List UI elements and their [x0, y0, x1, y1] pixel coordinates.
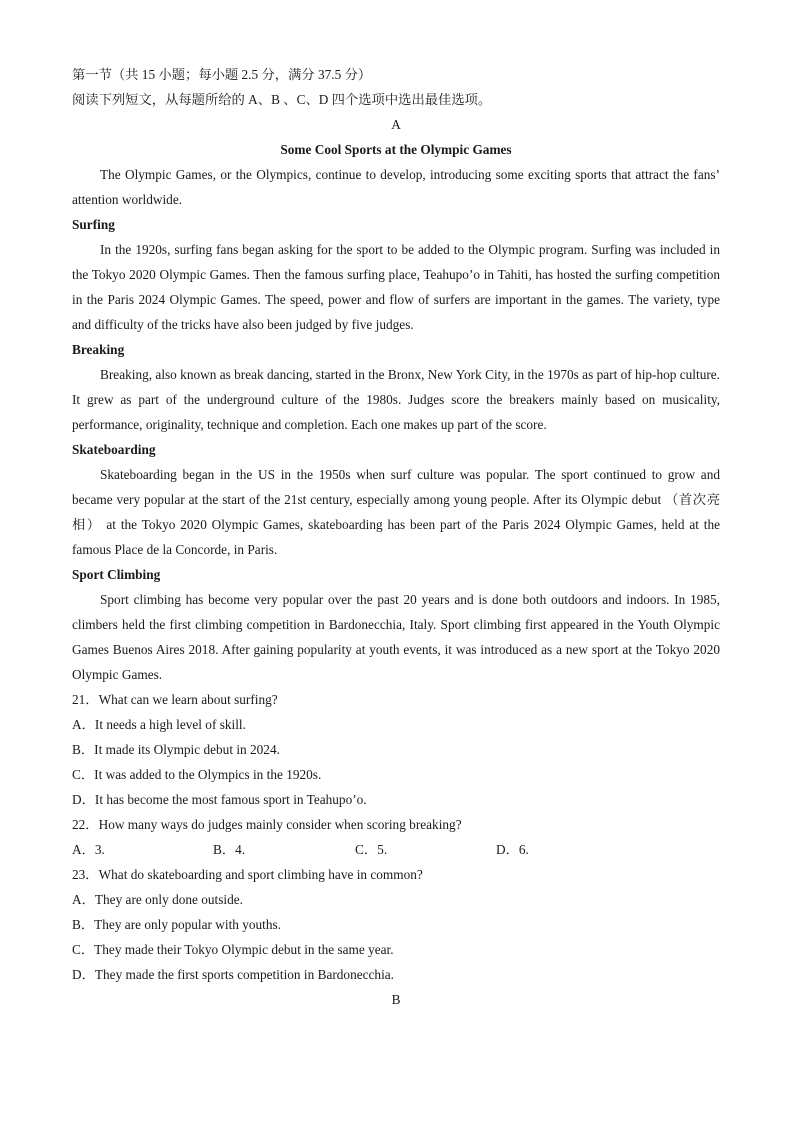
section-text-skateboarding: Skateboarding began in the US in the 1950s when surf culture was popular. The sport continued to grow and became very popular at the start of the 21st century, especially among young people. After its Olympic debut （首次亮相） at the Tokyo 2020 Olympic Games, skateboarding has been part of the Paris 2024 Olympic Games, held at the famous Place de la Concorde, in Paris. — [72, 467, 720, 557]
question-22-option-b: B．4. — [213, 842, 246, 857]
section-text-sport-climbing: Sport climbing has become very popular over the past 20 years and is done both outdoors and indoors. In 1985, climbers held the first climbing competition in Bardonecchia, Italy. Sport climbing first appeared in the Youth Olympic Games Buenos Aires 2018. After gaining popularity at youth events, it was introduced as a new sport at the Tokyo 2020 Olympic Games. — [72, 592, 720, 682]
question-23-option-b: B．They are only popular with youths. — [72, 917, 282, 932]
passage-intro: The Olympic Games, or the Olympics, continue to develop, introducing some exciting sports that attract the fans’ attention worldwide. — [72, 167, 720, 207]
exam-page — [72, 62, 720, 1012]
question-23-stem: 23．What do skateboarding and sport climbing have in common? — [72, 867, 423, 882]
question-22-option-c: C．5. — [355, 842, 388, 857]
question-21-option-b: B．It made its Olympic debut in 2024. — [72, 742, 280, 757]
passage-a-label: A — [391, 117, 401, 132]
section-header: 第一节（共 15 小题；每小题 2.5 分，满分 37.5 分） — [72, 67, 372, 82]
section-heading-skateboarding: Skateboarding — [72, 442, 156, 457]
section-heading-breaking: Breaking — [72, 342, 125, 357]
passage-b-label: B — [391, 992, 401, 1007]
section-heading-sport-climbing: Sport Climbing — [72, 567, 161, 582]
passage-a-title: Some Cool Sports at the Olympic Games — [280, 142, 512, 157]
question-21-option-c: C．It was added to the Olympics in the 1920s. — [72, 767, 322, 782]
question-22-options — [72, 837, 720, 862]
question-23-option-a: A．They are only done outside. — [72, 892, 243, 907]
question-21-stem: 21．What can we learn about surfing? — [72, 692, 278, 707]
instruction: 阅读下列短文，从每题所给的 A、B 、C、D 四个选项中选出最佳选项。 — [72, 92, 492, 107]
question-22-stem: 22．How many ways do judges mainly consider when scoring breaking? — [72, 817, 462, 832]
question-21-option-a: A．It needs a high level of skill. — [72, 717, 246, 732]
question-23-option-d: D．They made the first sports competition in Bardonecchia. — [72, 967, 394, 982]
question-22-option-d: D．6. — [496, 842, 529, 857]
question-23-option-c: C．They made their Tokyo Olympic debut in the same year. — [72, 942, 394, 957]
section-text-breaking: Breaking, also known as break dancing, started in the Bronx, New York City, in the 1970s as part of hip-hop culture. It grew as part of the underground culture of the 1980s. Judges score the breakers mainly based on musicality, performance, originality, technique and completion. Each one makes up part of the score. — [72, 367, 720, 432]
question-22-option-a: A．3. — [72, 842, 105, 857]
question-21-option-d: D．It has become the most famous sport in Teahupo’o. — [72, 792, 367, 807]
section-heading-surfing: Surfing — [72, 217, 115, 232]
section-text-surfing: In the 1920s, surfing fans began asking for the sport to be added to the Olympic program. Surfing was included in the Tokyo 2020 Olympic Games. Then the famous surfing place, Teahupo’o in Tahiti, has hosted the surfing competition in the Paris 2024 Olympic Games. The speed, power and flow of surfers are important in the games. The variety, type and difficulty of the tricks have also been judged by five judges. — [72, 242, 720, 332]
